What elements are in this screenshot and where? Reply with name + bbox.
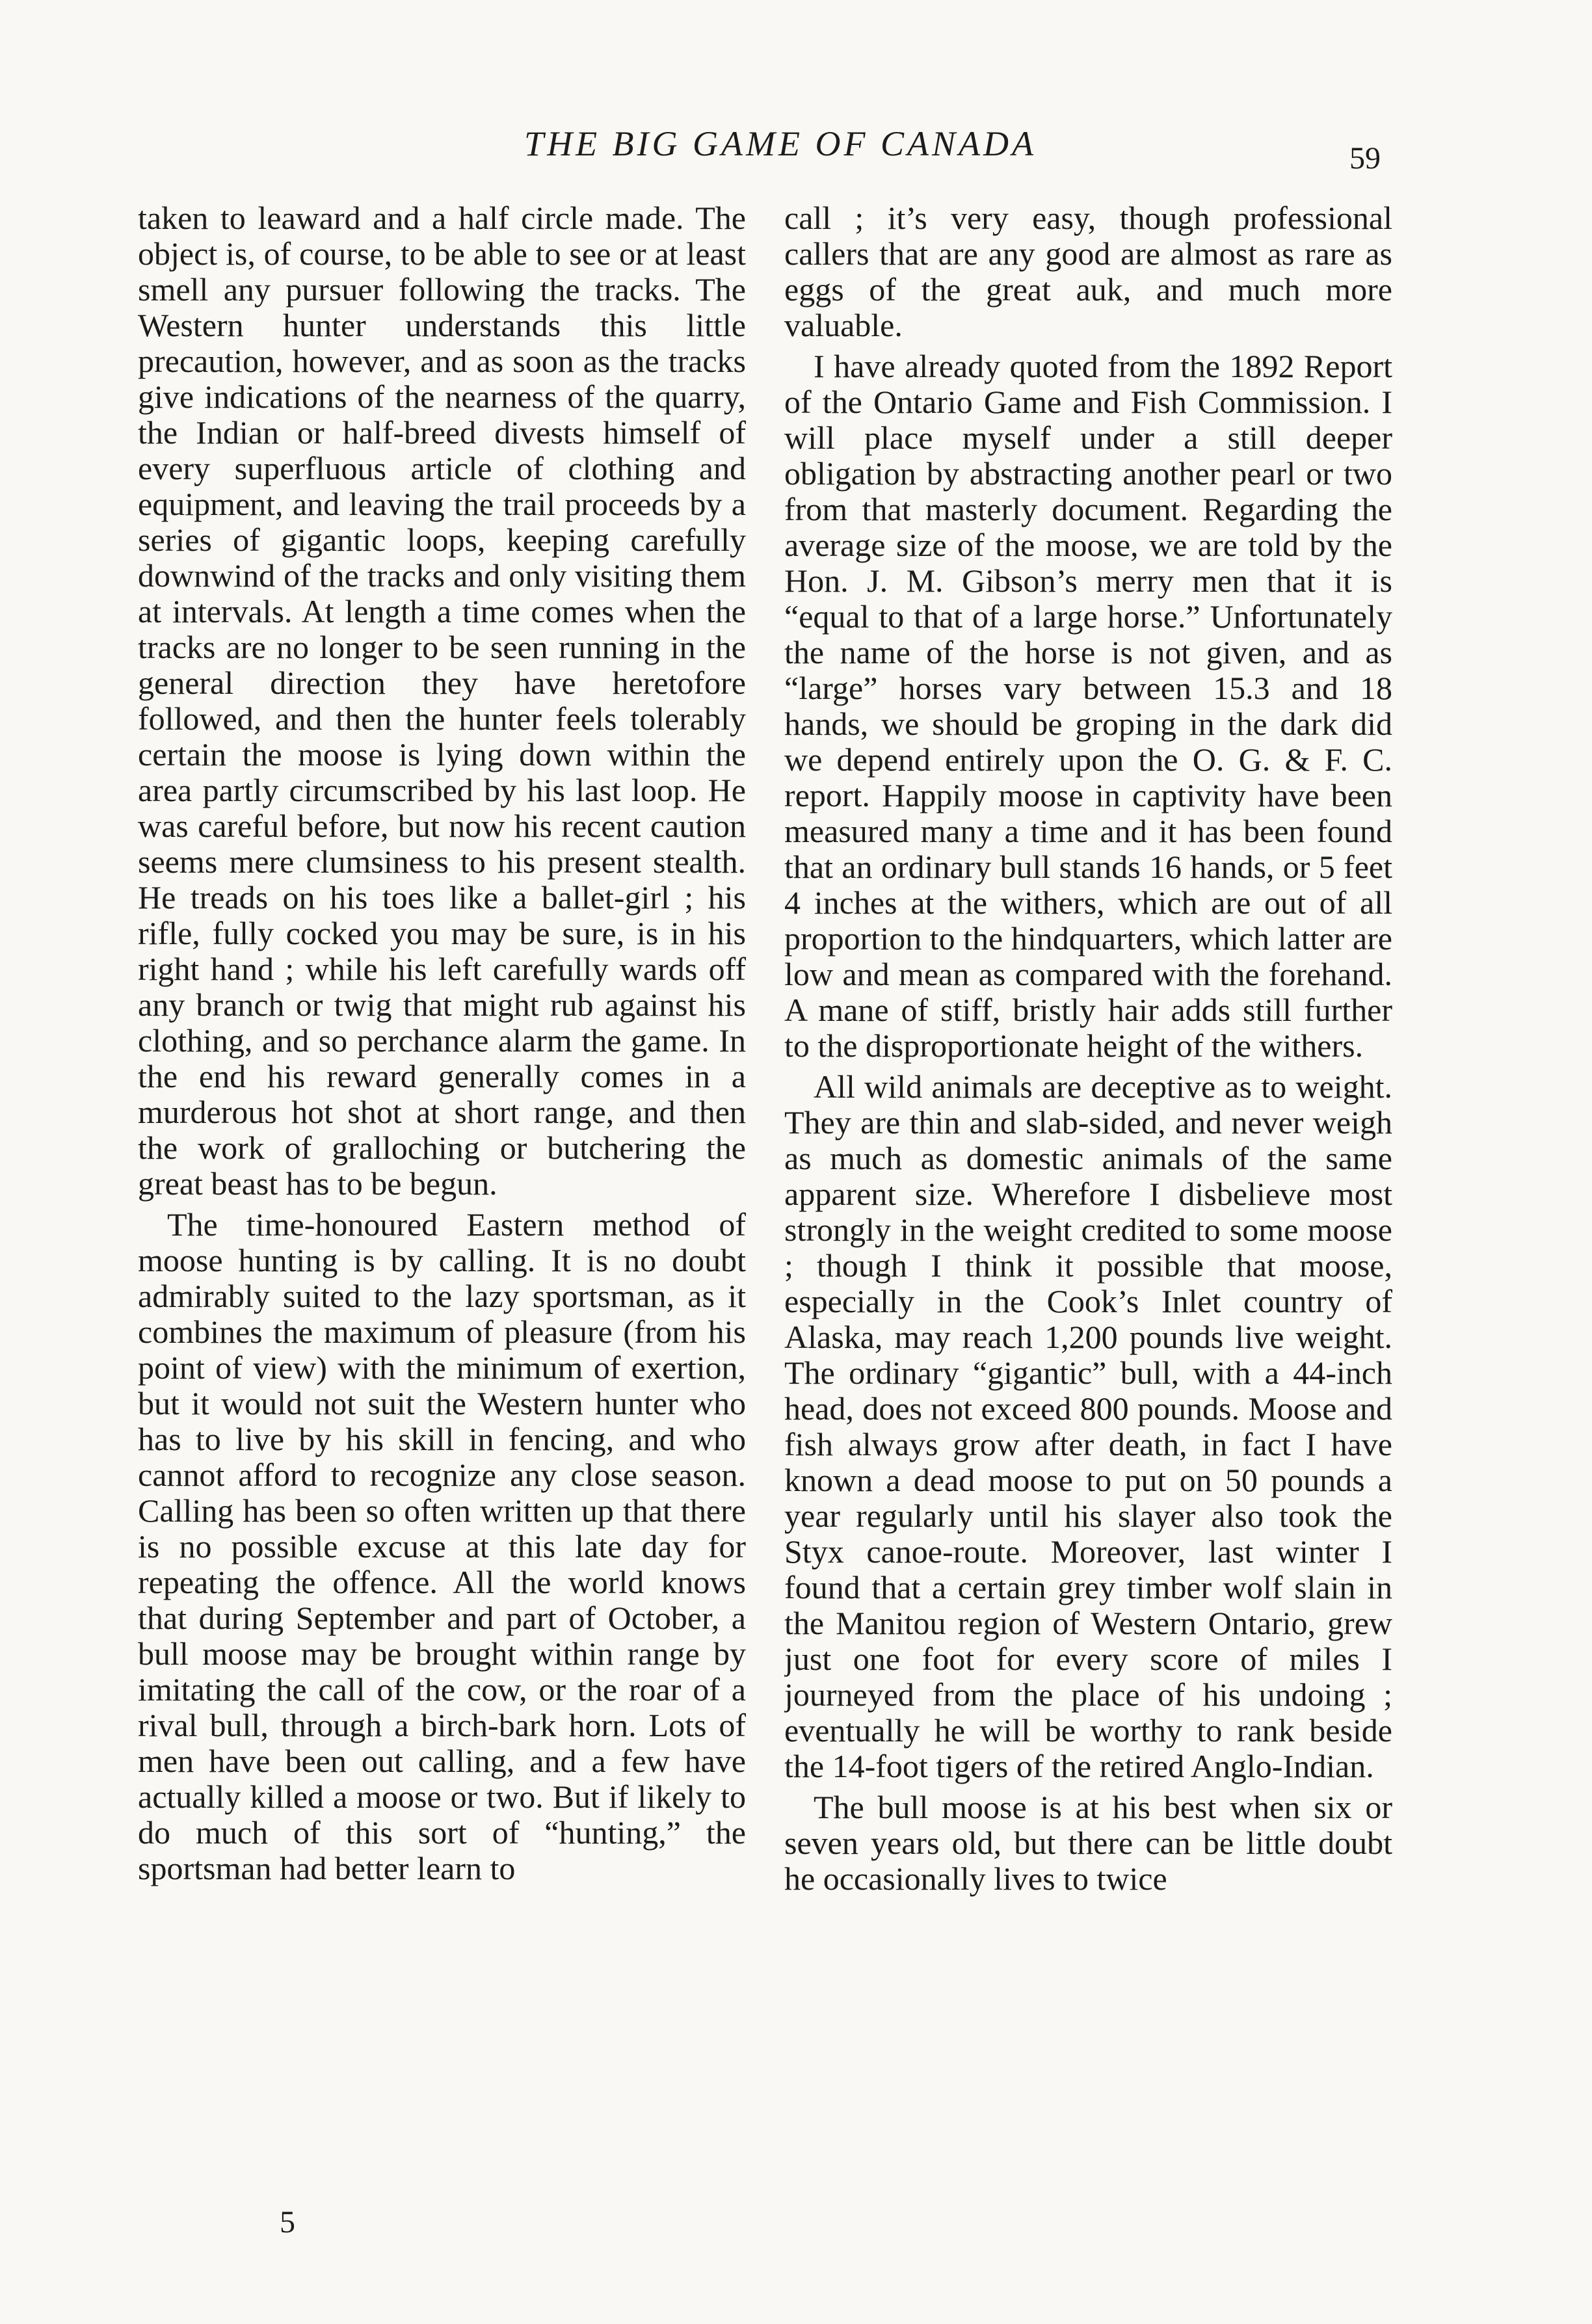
paragraph-left-1: taken to leaward and a half circle made. The object is, of course, to be able to see or at least smell any pursuer following the tracks. The Western hunter understands this little precaution, however, and as soon as the tracks give indications of the nearness of the quarry, the Indian or half-breed divests himself of every superfluous article of clothing and equipment, and leaving the trail proceeds by a series of gigantic loops, keeping carefully downwind of the tracks and only visiting them at intervals. At length a time comes when the tracks are no longer to be seen running in the general direction they have heretofore followed, and then the hunter feels tolerably certain the moose is lying down within the area partly circumscribed by his last loop. He was careful before, but now his recent caution seems mere clumsiness to his present stealth. He treads on his toes like a ballet-girl ; his rifle, fully cocked you may be sure, is in his right hand ; while his left carefully wards off any branch or twig that might rub against his clothing, and so perchance alarm the game. In the end his reward generally comes in a murderous hot shot at short range, and then the work of gralloching or butchering the great beast has to be begun. <box>138 200 746 1202</box>
running-title: THE BIG GAME OF CANADA <box>524 124 1037 163</box>
running-head <box>0 124 1592 176</box>
page-number: 59 <box>1349 141 1381 176</box>
right-column <box>784 200 1392 2177</box>
paragraph-right-2: I have already quoted from the 1892 Report of the Ontario Game and Fish Commission. I will place myself under a still deeper obligation by abstracting another pearl or two from that masterly document. Regarding the average size of the moose, we are told by the Hon. J. M. Gibson’s merry men that it is “equal to that of a large horse.” Unfortunately the name of the horse is not given, and as “large” horses vary between 15.3 and 18 hands, we should be groping in the dark did we depend entirely upon the O. G. & F. C. report. Happily moose in captivity have been measured many a time and it has been found that an ordinary bull stands 16 hands, or 5 feet 4 inches at the withers, which are out of all proportion to the hindquarters, which latter are low and mean as compared with the forehand. A mane of stiff, bristly hair adds still further to the disproportionate height of the withers. <box>784 348 1392 1064</box>
signature-mark: 5 <box>280 2205 295 2239</box>
left-column <box>138 200 746 2177</box>
paragraph-right-1: call ; it’s very easy, though professional callers that are any good are almost as rare as eggs of the great auk, and much more valuable. <box>784 200 1392 343</box>
paragraph-right-4: The bull moose is at his best when six or seven years old, but there can be little doubt he occasionally lives to twice <box>784 1789 1392 1897</box>
paragraph-left-2: The time-honoured Eastern method of moose hunting is by calling. It is no doubt admirably suited to the lazy sportsman, as it combines the maximum of pleasure (from his point of view) with the minimum of exertion, but it would not suit the Western hunter who has to live by his skill in fencing, and who cannot afford to recognize any close season. Calling has been so often written up that there is no possible excuse at this late day for repeating the offence. All the world knows that during September and part of October, a bull moose may be brought within range by imitating the call of the cow, or the roar of a rival bull, through a birch-bark horn. Lots of men have been out calling, and a few have actually killed a moose or two. But if likely to do much of this sort of “hunting,” the sportsman had better learn to <box>138 1206 746 1886</box>
paragraph-right-3: All wild animals are deceptive as to weight. They are thin and slab-sided, and never weigh as much as domestic animals of the same apparent size. Wherefore I disbelieve most strongly in the weight credited to some moose ; though I think it possible that moose, especially in the Cook’s Inlet country of Alaska, may reach 1,200 pounds live weight. The ordinary “gigantic” bull, with a 44-inch head, does not exceed 800 pounds. Moose and fish always grow after death, in fact I have known a dead moose to put on 50 pounds a year regularly until his slayer also took the Styx canoe-route. Moreover, last winter I found that a certain grey timber wolf slain in the Manitou region of Western Ontario, grew just one foot for every score of miles I journeyed from the place of his undoing ; eventually he will be worthy to rank beside the 14-foot tigers of the retired Anglo-Indian. <box>784 1068 1392 1784</box>
